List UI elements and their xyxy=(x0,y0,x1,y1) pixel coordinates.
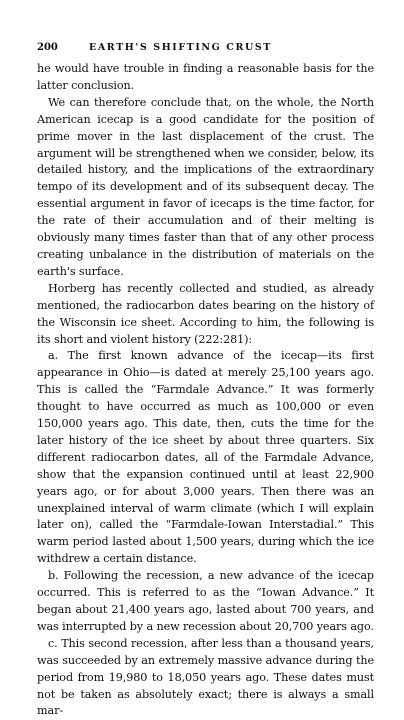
paragraph-continuation: he would have trouble in finding a reasonable basis for the latter conclusion. xyxy=(37,62,374,92)
paragraph-horberg: Horberg has recently collected and studied, as already mentioned, the radiocarbon dates bearing on the history of the Wisconsin ice sheet. According to him, the following is its short and violent history (222:281): xyxy=(37,281,374,346)
page-number: 200 xyxy=(37,42,58,53)
page-header xyxy=(37,42,372,58)
running-head: EARTH'S SHIFTING CRUST xyxy=(89,42,272,53)
paragraph-item-c: c. This second recession, after less than a thousand years, was succeeded by an extremely massive advance during the period from 19,980 to 18,050 years ago. These dates must not be taken as absolutely exact; there is always a small mar- xyxy=(37,636,374,718)
paragraph-conclusion: We can therefore conclude that, on the whole, the North American icecap is a good candidate for the position of prime mover in the last displacement of the crust. The argument will be strengthened when we consider, below, its detailed history, and the implications of the extraordinary tempo of its development and of its subsequent decay. The essential argument in favor of icecaps is the time factor, for the rate of their accumulation and of their melting is obviously many times faster than that of any other process creating unbalance in the distribution of materials on the earth's surface. xyxy=(37,95,374,278)
paragraph-item-b: b. Following the recession, a new advance of the icecap occurred. This is referred to as the “Iowan Advance.” It began about 21,400 years ago, lasted about 700 years, and was interrupted by a new recession about 20,700 years ago. xyxy=(37,569,374,633)
body-text xyxy=(37,61,374,720)
paragraph-item-a: a. The first known advance of the icecap—its first appearance in Ohio—is dated at merely 25,100 years ago. This is called the “Farmdale Advance.” It was formerly thought to have occurred as much as 100,000 or even 150,000 years ago. This date, then, cuts the time for the later history of the ice sheet by about three quarters. Six different radiocarbon dates, all of the Farmdale Advance, show that the expansion continued until at least 22,900 years ago, or for about 3,000 years. Then there was an unexplained interval of warm climate (which I will explain later on), called the “Farmdale-Iowan Interstadial.” This warm period lasted about 1,500 years, during which the ice withdrew a certain distance. xyxy=(37,349,374,566)
